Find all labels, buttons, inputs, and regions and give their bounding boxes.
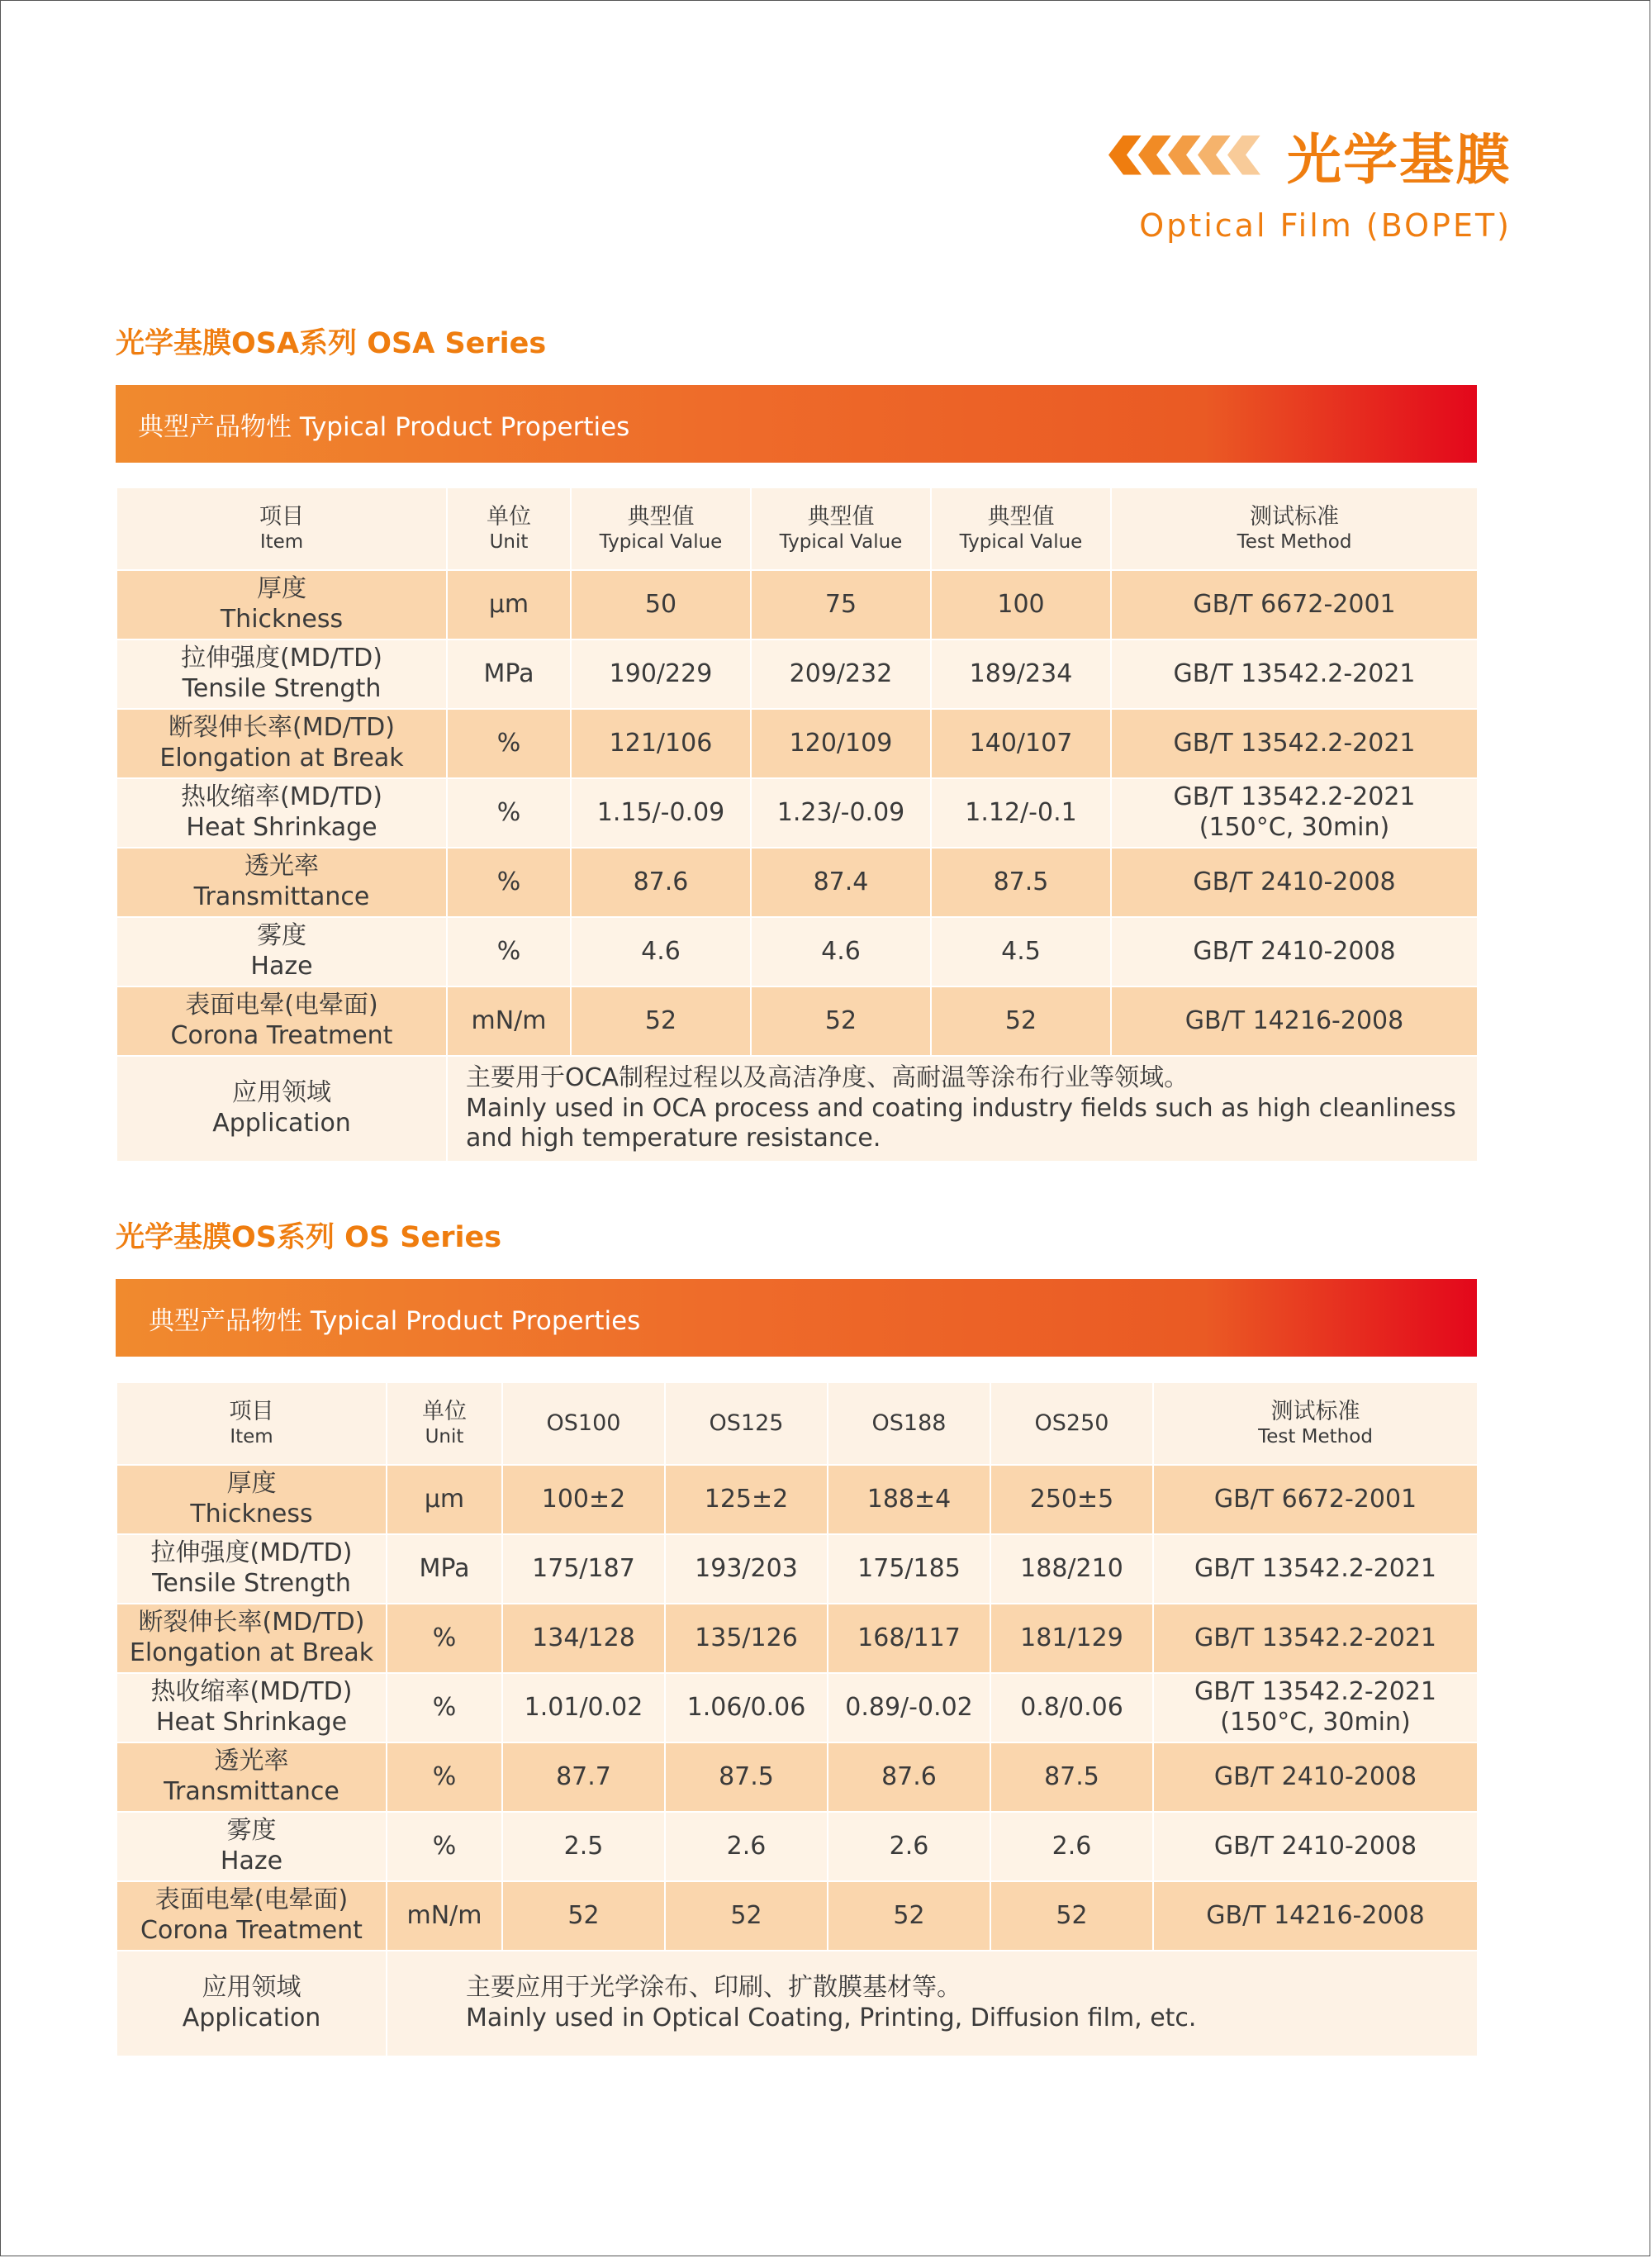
value-cell: 134/128 [502,1604,665,1673]
header-label: OS100 [546,1409,621,1436]
osa-application-row [116,1056,1478,1162]
os-table-row [116,1465,1478,1534]
osa-header-cell [116,487,447,570]
item-cell [116,917,447,986]
value-cell: 0.8/0.06 [990,1673,1153,1742]
method-line: GB/T 13542.2-2021 [1194,1677,1437,1707]
header-label: 项目 [259,503,304,530]
value-cell: 125±2 [665,1465,828,1534]
application-text-en: Mainly used in OCA process and coating industry fields such as high cleanliness and high temperature resistance. [466,1093,1456,1153]
osa-banner: 典型产品物性 Typical Product Properties [116,385,1477,463]
item-name-cn: 厚度 [257,574,306,604]
value-cell: 2.5 [502,1812,665,1881]
method-line: GB/T 2410-2008 [1213,1831,1417,1861]
os-header-row [116,1382,1478,1465]
value-cell: 4.6 [571,917,751,986]
application-text-cn: 主要应用于光学涂布、印刷、扩散膜基材等。 [466,1973,961,2003]
item-cell [116,1881,387,1951]
osa-table-row [116,639,1478,709]
method-cell [1153,1604,1478,1673]
method-line: GB/T 13542.2-2021 [1194,1553,1437,1583]
header-sublabel: Unit [489,531,529,554]
item-name-en: Elongation at Break [129,1638,374,1667]
application-label-en: Application [182,2004,321,2032]
method-line: GB/T 13542.2-2021 [1173,782,1416,812]
item-name-cn: 热收缩率(MD/TD) [150,1677,353,1707]
item-name-en: Tensile Strength [152,1569,351,1598]
method-line: GB/T 13542.2-2021 [1194,1623,1437,1652]
osa-properties-table [116,487,1479,1162]
item-name-en: Corona Treatment [140,1916,363,1945]
value-cell: 1.01/0.02 [502,1673,665,1742]
unit-cell: % [447,709,571,778]
value-cell: 1.12/-0.1 [931,778,1111,848]
header-label: 测试标准 [1250,503,1339,530]
value-cell: 52 [990,1881,1153,1951]
page-subtitle: Optical Film (BOPET) [1139,207,1512,244]
value-cell: 87.6 [571,848,751,917]
method-line: GB/T 6672-2001 [1193,589,1396,619]
header-label: 单位 [422,1398,467,1424]
header-label: 典型值 [987,503,1055,530]
item-name-en: Elongation at Break [159,744,404,772]
method-cell [1111,848,1478,917]
unit-cell: μm [387,1465,502,1534]
value-cell: 100±2 [502,1465,665,1534]
item-cell [116,986,447,1056]
method-cell [1153,1465,1478,1534]
method-cell [1111,639,1478,709]
header-sublabel: Item [230,1426,273,1448]
chevron-left-icon [1227,135,1260,175]
os-table-row [116,1604,1478,1673]
value-cell: 52 [665,1881,828,1951]
value-cell: 188/210 [990,1534,1153,1604]
header-label: OS188 [871,1409,947,1436]
method-cell [1153,1812,1478,1881]
header-sublabel: Item [259,531,304,554]
item-name-en: Transmittance [193,882,370,911]
os-header-cell [387,1382,502,1465]
value-cell: 193/203 [665,1534,828,1604]
chevron-left-icon [1168,135,1201,175]
item-name-cn: 厚度 [226,1469,277,1499]
unit-cell: MPa [387,1534,502,1604]
os-table-row [116,1881,1478,1951]
value-cell: 4.6 [751,917,931,986]
header-label: 单位 [487,503,531,530]
value-cell: 209/232 [751,639,931,709]
application-text-en: Mainly used in Optical Coating, Printing, Diffusion film, etc. [466,2004,1197,2032]
value-cell: 250±5 [990,1465,1153,1534]
method-line: GB/T 13542.2-2021 [1173,728,1416,758]
unit-cell: MPa [447,639,571,709]
value-cell: 87.6 [828,1742,990,1812]
os-table-row [116,1673,1478,1742]
item-cell [116,1604,387,1673]
unit-cell: % [387,1742,502,1812]
unit-cell: % [387,1604,502,1673]
header-sublabel: Typical Value [959,531,1083,554]
value-cell: 87.4 [751,848,931,917]
method-line: GB/T 2410-2008 [1193,936,1396,966]
osa-table-row [116,709,1478,778]
item-name-en: Tensile Strength [182,674,382,703]
value-cell: 1.06/0.06 [665,1673,828,1742]
value-cell: 190/229 [571,639,751,709]
osa-table-row [116,848,1478,917]
value-cell: 52 [931,986,1111,1056]
method-cell [1111,570,1478,639]
item-cell [116,848,447,917]
value-cell: 2.6 [828,1812,990,1881]
header-label: 项目 [229,1398,274,1424]
application-text-cell [447,1056,1478,1162]
unit-cell: % [387,1673,502,1742]
method-cell [1111,778,1478,848]
unit-cell: % [387,1812,502,1881]
item-cell [116,1742,387,1812]
item-name-en: Transmittance [164,1777,339,1806]
os-table-row [116,1812,1478,1881]
osa-table-row [116,986,1478,1056]
value-cell: 181/129 [990,1604,1153,1673]
item-name-cn: 断裂伸长率(MD/TD) [169,713,395,743]
item-cell [116,1812,387,1881]
os-header-cell [116,1382,387,1465]
header-label: OS250 [1034,1409,1109,1436]
value-cell: 100 [931,570,1111,639]
os-header-cell [502,1382,665,1465]
item-name-cn: 拉伸强度(MD/TD) [181,644,382,673]
item-name-en: Heat Shrinkage [186,813,377,842]
osa-header-cell [571,487,751,570]
os-properties-table [116,1381,1479,2057]
osa-header-row [116,487,1478,570]
item-cell [116,778,447,848]
item-name-cn: 热收缩率(MD/TD) [181,782,382,812]
value-cell: 2.6 [990,1812,1153,1881]
item-name-en: Thickness [190,1500,313,1528]
method-line: (150°C, 30min) [1199,813,1390,842]
osa-table-row [116,778,1478,848]
value-cell: 52 [828,1881,990,1951]
method-cell [1153,1881,1478,1951]
osa-header-cell [751,487,931,570]
header-sublabel: Unit [425,1426,464,1448]
item-cell [116,639,447,709]
chevron-left-icon [1138,135,1171,175]
header-label: OS125 [709,1409,784,1436]
value-cell: 50 [571,570,751,639]
item-cell [116,709,447,778]
application-label-cell [116,1951,387,2056]
unit-cell: % [447,778,571,848]
unit-cell: % [447,848,571,917]
method-cell [1153,1742,1478,1812]
item-name-en: Heat Shrinkage [155,1708,348,1737]
item-name-en: Haze [220,1847,283,1875]
osa-header-cell [931,487,1111,570]
unit-cell: mN/m [387,1881,502,1951]
application-label-cn: 应用领域 [202,1973,301,2003]
osa-section-title: 光学基膜OSA系列 OSA Series [116,327,547,360]
value-cell: 87.5 [931,848,1111,917]
item-cell [116,1534,387,1604]
item-name-cn: 表面电晕(电晕面) [154,1885,349,1915]
method-line: (150°C, 30min) [1220,1708,1411,1737]
method-line: GB/T 14216-2008 [1206,1900,1425,1930]
method-line: GB/T 14216-2008 [1184,1005,1404,1035]
page-title: 光学基膜 [1287,128,1512,192]
application-text-cn: 主要用于OCA制程过程以及高洁净度、高耐温等涂布行业等领域。 [466,1063,1189,1093]
value-cell: 87.5 [665,1742,828,1812]
value-cell: 140/107 [931,709,1111,778]
method-line: GB/T 13542.2-2021 [1173,658,1416,688]
os-table-row [116,1742,1478,1812]
method-cell [1153,1534,1478,1604]
item-name-en: Haze [250,952,313,981]
item-name-cn: 雾度 [257,921,306,951]
method-cell [1111,986,1478,1056]
item-cell [116,1673,387,1742]
osa-table-row [116,570,1478,639]
value-cell: 4.5 [931,917,1111,986]
value-cell: 52 [751,986,931,1056]
os-header-cell [990,1382,1153,1465]
item-name-cn: 透光率 [244,852,319,882]
value-cell: 1.15/-0.09 [571,778,751,848]
method-line: GB/T 6672-2001 [1213,1484,1417,1514]
item-name-cn: 透光率 [214,1747,289,1776]
unit-cell: mN/m [447,986,571,1056]
item-cell [116,570,447,639]
value-cell: 87.5 [990,1742,1153,1812]
value-cell: 1.23/-0.09 [751,778,931,848]
os-header-cell [1153,1382,1478,1465]
method-cell [1111,917,1478,986]
item-cell [116,1465,387,1534]
item-name-en: Corona Treatment [170,1021,393,1050]
value-cell: 135/126 [665,1604,828,1673]
header-label: 测试标准 [1270,1398,1360,1424]
value-cell: 168/117 [828,1604,990,1673]
value-cell: 175/185 [828,1534,990,1604]
item-name-cn: 断裂伸长率(MD/TD) [138,1608,365,1638]
application-label-en: Application [212,1109,351,1138]
application-label-cell [116,1056,447,1162]
value-cell: 121/106 [571,709,751,778]
os-banner: 典型产品物性 Typical Product Properties [116,1279,1477,1357]
chevron-left-icon [1198,135,1231,175]
item-name-cn: 表面电晕(电晕面) [185,991,378,1020]
os-section-title: 光学基膜OS系列 OS Series [116,1221,502,1254]
application-label-cn: 应用领域 [232,1078,331,1108]
value-cell: 0.89/-0.02 [828,1673,990,1742]
osa-header-cell [1111,487,1478,570]
value-cell: 52 [502,1881,665,1951]
header-label: 典型值 [807,503,875,530]
item-name-cn: 拉伸强度(MD/TD) [150,1538,353,1568]
os-application-row [116,1951,1478,2056]
title-row [1108,116,1512,194]
os-header-cell [828,1382,990,1465]
application-text-cell [387,1951,1478,2056]
chevron-decoration [1108,135,1257,175]
method-cell [1111,709,1478,778]
value-cell: 75 [751,570,931,639]
osa-table-row [116,917,1478,986]
method-cell [1153,1673,1478,1742]
header-sublabel: Typical Value [779,531,903,554]
value-cell: 188±4 [828,1465,990,1534]
os-header-cell [665,1382,828,1465]
unit-cell: % [447,917,571,986]
chevron-left-icon [1108,135,1142,175]
value-cell: 189/234 [931,639,1111,709]
value-cell: 120/109 [751,709,931,778]
value-cell: 87.7 [502,1742,665,1812]
unit-cell: μm [447,570,571,639]
header-label: 典型值 [627,503,695,530]
method-line: GB/T 2410-2008 [1213,1761,1417,1791]
osa-header-cell [447,487,571,570]
os-table-row [116,1534,1478,1604]
item-name-cn: 雾度 [226,1816,277,1846]
header-sublabel: Test Method [1237,531,1352,554]
method-line: GB/T 2410-2008 [1193,867,1396,896]
value-cell: 2.6 [665,1812,828,1881]
header-sublabel: Test Method [1258,1426,1373,1448]
value-cell: 175/187 [502,1534,665,1604]
item-name-en: Thickness [220,605,344,634]
page-header [1108,116,1512,244]
header-sublabel: Typical Value [599,531,723,554]
value-cell: 52 [571,986,751,1056]
